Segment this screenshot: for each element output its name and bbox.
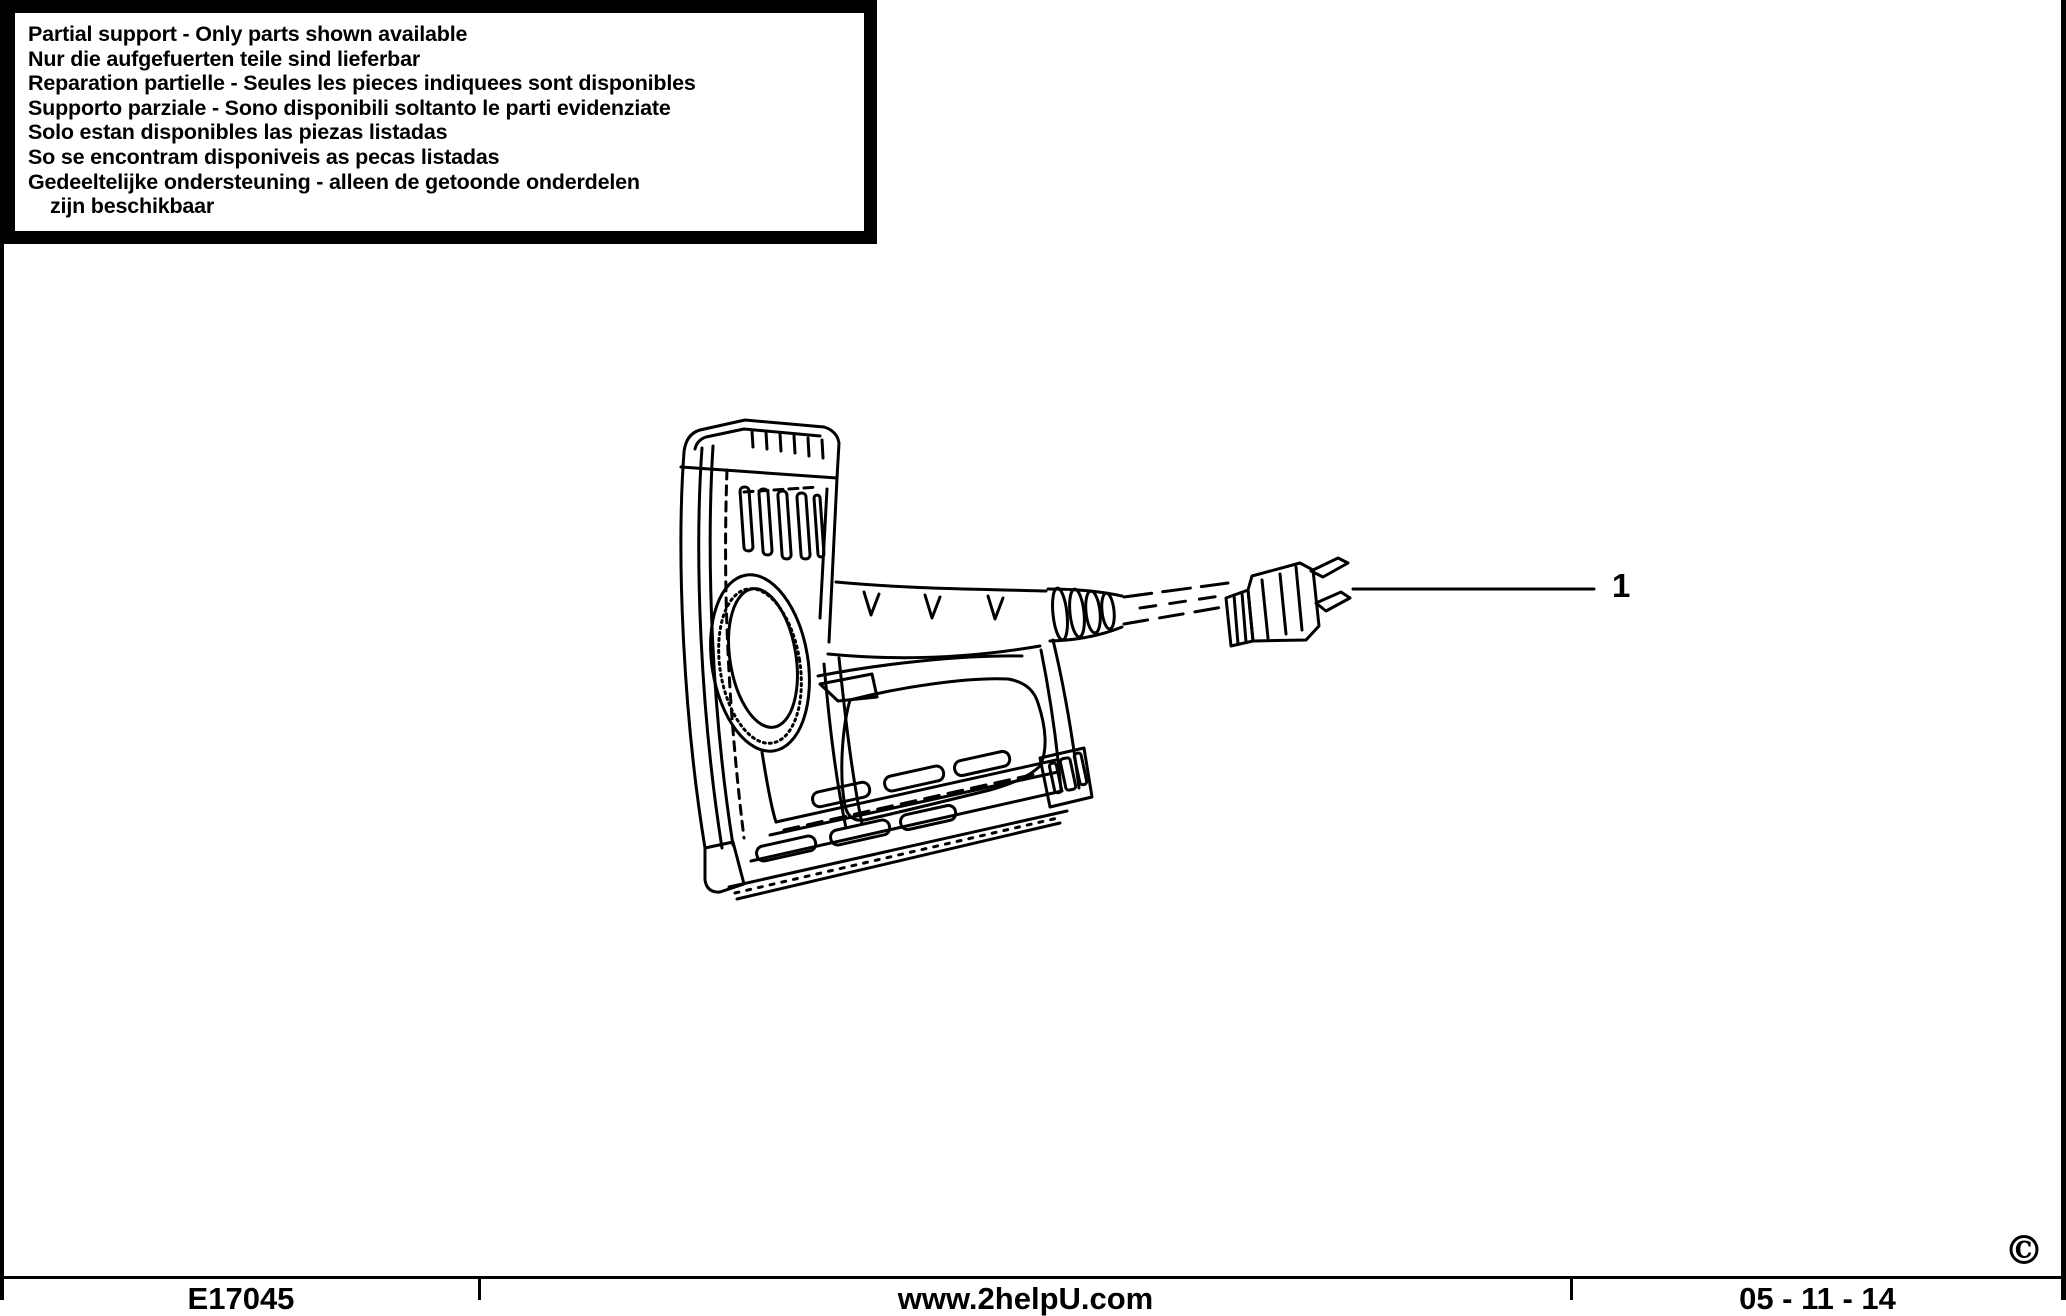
notice-line-nl-2: zijn beschikbaar xyxy=(50,194,215,219)
copyright-symbol: © xyxy=(2004,1227,2044,1274)
callout xyxy=(1353,567,1630,604)
stapler-illustration xyxy=(660,400,1631,920)
notice-line-de: Nur die aufgefuerten teile sind lieferbar xyxy=(28,46,421,71)
page-border-right xyxy=(2061,0,2066,1300)
notice-line-es: Solo estan disponibles las piezas listadas xyxy=(28,120,448,145)
partial-support-notice-box xyxy=(2,0,877,244)
footer-website: www.2helpU.com xyxy=(897,1281,1154,1316)
notice-line-fr: Reparation partielle - Seules les pieces indiquees sont disponibles xyxy=(28,71,696,96)
footer-document-number: E17045 xyxy=(187,1281,295,1316)
footer-rule xyxy=(0,1276,2066,1279)
footer-date: 05 - 11 - 14 xyxy=(1739,1281,1896,1316)
magazine-base xyxy=(729,748,1092,899)
callout-label: 1 xyxy=(1612,567,1631,604)
vent-slots xyxy=(740,487,824,559)
rear-grip-recess xyxy=(699,568,822,822)
power-cord xyxy=(1048,583,1229,641)
notice-line-nl: Gedeeltelijke ondersteuning - alleen de getoonde onderdelen xyxy=(28,169,640,194)
power-plug xyxy=(1226,558,1350,646)
notice-line-it: Supporto parziale - Sono disponibili soltanto le parti evidenziate xyxy=(28,95,671,120)
notice-line-pt: So se encontram disponiveis as pecas listadas xyxy=(28,144,500,169)
notice-line-en: Partial support - Only parts shown available xyxy=(28,22,468,46)
